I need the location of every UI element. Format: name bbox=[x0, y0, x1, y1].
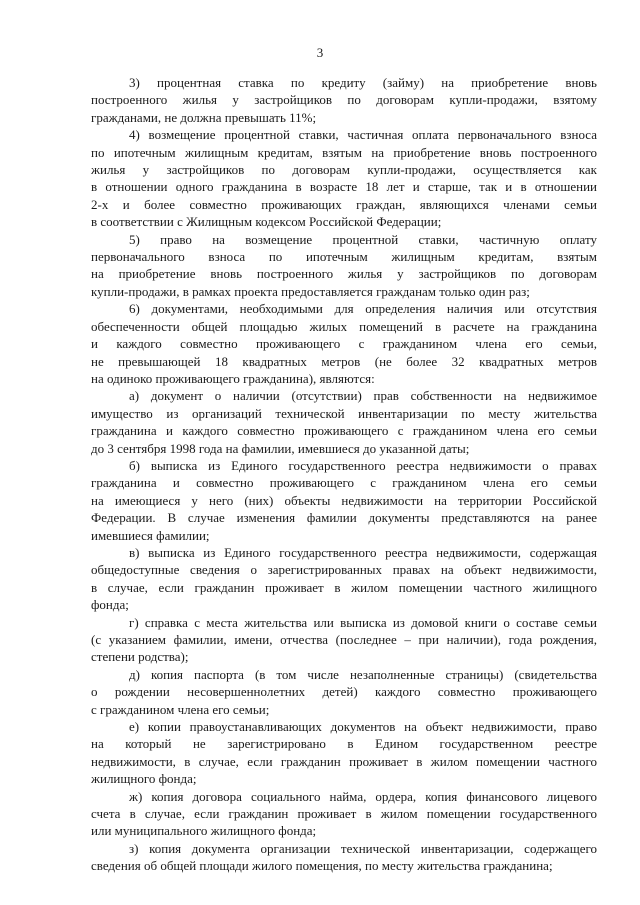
text-line: в) выписка из Единого государственного реестра недвижимости, содержащая bbox=[129, 544, 597, 560]
paragraph-pd bbox=[91, 666, 597, 718]
text-line: обеспеченности общей площадью жилых помещений в расчете на гражданина bbox=[91, 318, 597, 334]
text-line: или муниципального жилищного фонда; bbox=[91, 823, 317, 839]
paragraph-pz bbox=[91, 840, 597, 875]
text-line: д) копия паспорта (в том числе незаполненные страницы) (свидетельства bbox=[129, 666, 597, 682]
paragraph-pg bbox=[91, 614, 597, 666]
text-line: по ипотечным жилищным кредитам, взятым на приобретение вновь построенного bbox=[91, 144, 597, 160]
text-line: з) копия документа организации технической инвентаризации, содержащего bbox=[129, 840, 597, 856]
text-line: гражданина и совместно проживающего с гражданином члена его семьи bbox=[91, 475, 597, 491]
text-line: ж) копия договора социального найма, ордера, копия финансового лицевого bbox=[129, 788, 597, 804]
text-line: 6) документами, необходимыми для определения наличия или отсутствия bbox=[129, 301, 597, 317]
text-line: 5) право на возмещение процентной ставки, частичную оплату bbox=[129, 231, 597, 247]
text-line: гражданами, не должна превышать 11%; bbox=[91, 109, 317, 125]
text-line: первоначального взноса по ипотечным жилищным кредитам, взятым bbox=[91, 249, 597, 265]
text-line: степени родства); bbox=[91, 649, 189, 665]
text-line: 2-х и более совместно проживающих граждан, являющихся членами семьи bbox=[91, 196, 597, 212]
document-body bbox=[91, 74, 597, 875]
text-line: недвижимости, в случае, если гражданин проживает в жилом помещении частного bbox=[91, 753, 597, 769]
text-line: о рождении несовершеннолетних детей) каждого совместно проживающего bbox=[91, 684, 597, 700]
text-line: 3) процентная ставка по кредиту (займу) на приобретение вновь bbox=[129, 75, 597, 90]
paragraph-p5 bbox=[91, 231, 597, 301]
text-line: е) копии правоустанавливающих документов на объект недвижимости, право bbox=[129, 719, 597, 735]
text-line: жилья у застройщиков по договорам купли-продажи, осуществляется как bbox=[91, 162, 597, 178]
paragraph-pzh bbox=[91, 788, 597, 840]
page-number: 3 bbox=[316, 45, 324, 60]
paragraph-p3 bbox=[91, 74, 597, 126]
text-line: 4) возмещение процентной ставки, частичная оплата первоначального взноса bbox=[129, 127, 597, 143]
text-line: сведения об общей площади жилого помещения, по месту жительства гражданина; bbox=[91, 858, 553, 874]
text-line: (с указанием фамилии, имени, отчества (последнее – при наличии), года рождения, bbox=[91, 632, 597, 647]
text-line: жилищного фонда; bbox=[91, 771, 197, 787]
text-line: не превышающей 18 квадратных метров (не более 32 квадратных метров bbox=[91, 353, 597, 369]
text-line: г) справка с места жительства или выписка из домовой книги о составе семьи bbox=[129, 614, 597, 630]
text-line: до 3 сентября 1998 года на фамилии, имевшиеся до указанной даты; bbox=[91, 440, 470, 456]
text-line: а) документ о наличии (отсутствии) прав собственности на недвижимое bbox=[129, 388, 597, 404]
text-line: гражданина и каждого совместно проживающего с гражданином члена его семьи bbox=[91, 423, 597, 439]
paragraph-p6 bbox=[91, 300, 597, 387]
text-line: имевшиеся фамилии; bbox=[91, 527, 210, 543]
paragraph-pv bbox=[91, 544, 597, 614]
text-line: Федерации. В случае изменения фамилии документы представляются на ранее bbox=[91, 510, 597, 526]
text-line: в отношении одного гражданина в возрасте 18 лет и старше, так и в отношении bbox=[91, 179, 597, 195]
paragraph-pa bbox=[91, 387, 597, 457]
text-line: на приобретение вновь построенного жилья у застройщиков по договорам bbox=[91, 266, 597, 282]
text-line: б) выписка из Единого государственного реестра недвижимости о правах bbox=[129, 457, 597, 473]
text-line: с гражданином члена его семьи; bbox=[91, 701, 270, 717]
text-line: на одиноко проживающего гражданина), являются: bbox=[91, 370, 375, 386]
text-line: на который не зарегистрировано в Едином государственном реестре bbox=[91, 736, 597, 752]
paragraph-pe bbox=[91, 718, 597, 788]
text-line: построенного жилья у застройщиков по договорам купли-продажи, взятому bbox=[91, 92, 597, 108]
text-line: в случае, если гражданин проживает в жилом помещении частного жилищного bbox=[91, 579, 597, 595]
text-line: имущество из организаций технической инвентаризации по месту жительства bbox=[91, 405, 597, 421]
paragraph-p4 bbox=[91, 126, 597, 230]
paragraph-pb bbox=[91, 457, 597, 544]
text-line: в соответствии с Жилищным кодексом Российской Федерации; bbox=[91, 214, 442, 230]
text-line: купли-продажи, в рамках проекта предоставляется гражданам только один раз; bbox=[91, 283, 530, 299]
text-line: общедоступные сведения о зарегистрированных правах на объект недвижимости, bbox=[91, 562, 597, 578]
text-line: счета в случае, если гражданин проживает в жилом помещении государственного bbox=[91, 806, 597, 822]
text-line: на имеющиеся у него (них) объекты недвижимости на территории Российской bbox=[91, 492, 597, 508]
text-line: и каждого совместно проживающего с гражданином члена его семьи, bbox=[91, 336, 597, 352]
text-line: фонда; bbox=[91, 597, 129, 613]
